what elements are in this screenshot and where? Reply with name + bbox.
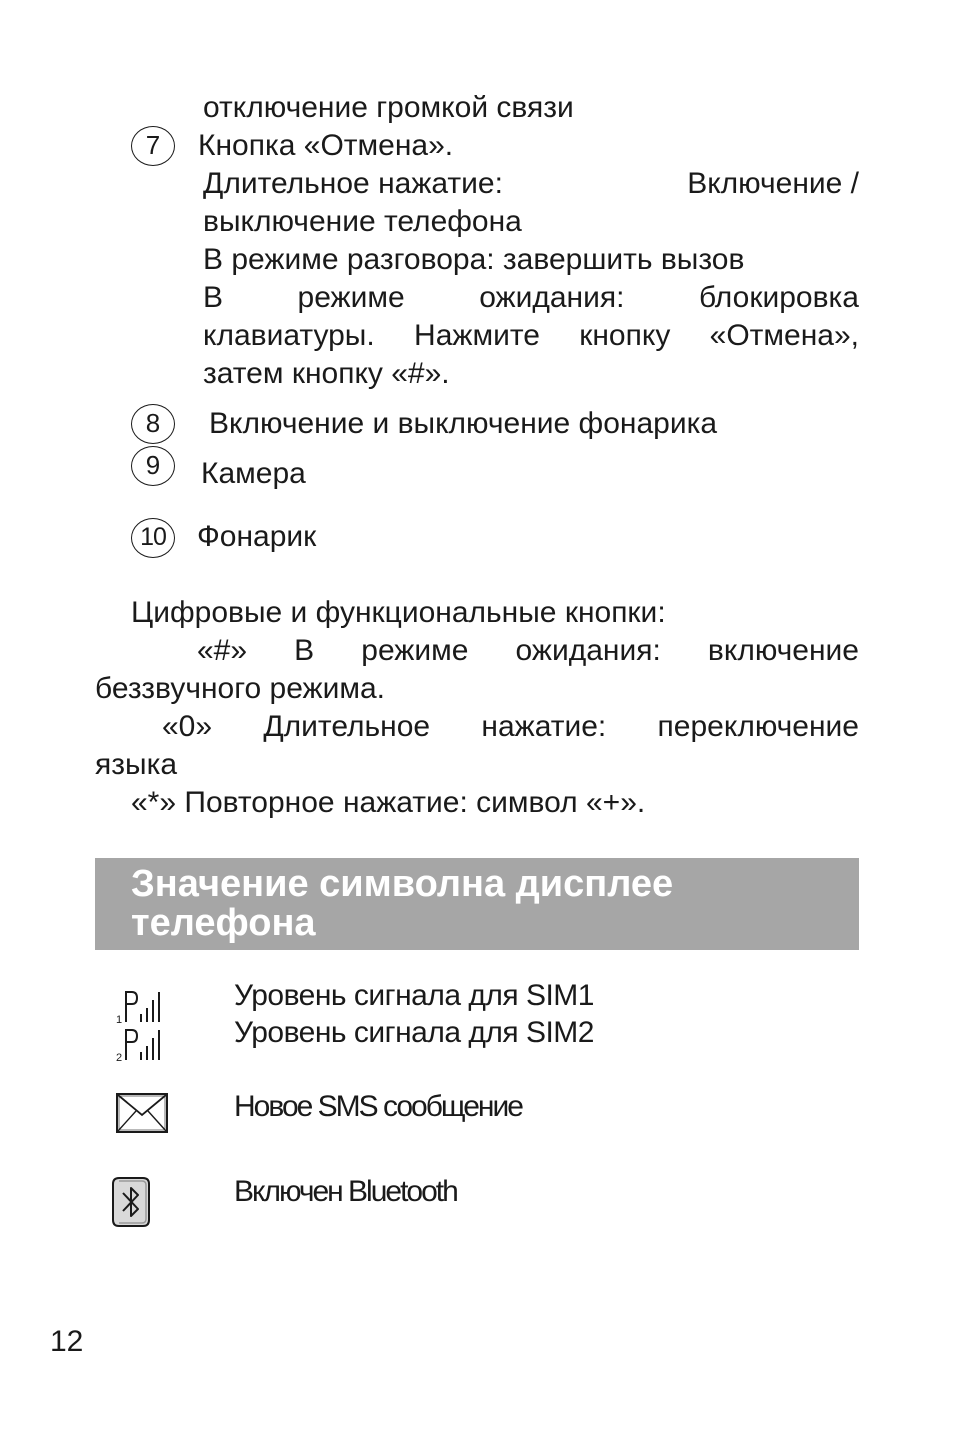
keys-hash-line1: «#» В режиме ожидания: включение xyxy=(197,634,859,667)
item10-text: Фонарик xyxy=(197,520,317,553)
bluetooth-label: Включен Bluetooth xyxy=(234,1175,457,1208)
bluetooth-icon-graphic xyxy=(111,1176,151,1228)
section-banner xyxy=(95,858,859,950)
bluetooth-icon xyxy=(111,1176,151,1228)
item7-standby-line3: затем кнопку «#». xyxy=(203,357,450,390)
envelope-icon-graphic xyxy=(115,1091,169,1135)
sim1-digit: 1 xyxy=(116,1014,123,1026)
page-number: 12 xyxy=(50,1325,84,1358)
item7-long-press-action: Включение / xyxy=(687,167,859,200)
keys-zero-line1: «0» Длительное нажатие: переключение xyxy=(162,710,859,743)
item-number-9: 9 xyxy=(131,446,175,486)
item9-text: Камера xyxy=(201,457,306,490)
item7-call-mode: В режиме разговора: завершить вызов xyxy=(203,243,745,276)
keys-star-line: «*» Повторное нажатие: символ «+». xyxy=(131,786,646,819)
keys-heading: Цифровые и функциональные кнопки: xyxy=(131,596,666,629)
item7-title: Кнопка «Отмена». xyxy=(198,129,454,162)
item7-long-press-cont: выключение телефона xyxy=(203,205,522,238)
section-title-line1: Значение символна дисплее xyxy=(131,863,674,905)
item7-long-press-label: Длительное нажатие: xyxy=(203,167,503,200)
keys-hash-line2: беззвучного режима. xyxy=(95,672,386,705)
section-title-line2: телефона xyxy=(131,902,316,944)
sim2-signal-label: Уровень сигнала для SIM2 xyxy=(234,1016,594,1049)
item-number-8: 8 xyxy=(131,404,175,444)
item-number-10: 10 xyxy=(131,518,175,558)
sim1-signal-label: Уровень сигнала для SIM1 xyxy=(234,979,594,1012)
item7-standby-line1: В режиме ожидания: блокировка xyxy=(203,281,859,314)
item-number-7: 7 xyxy=(131,126,175,166)
signal-strength-icon-graphic xyxy=(113,986,169,1066)
item7-standby-line2: клавиатуры. Нажмите кнопку «Отмена», xyxy=(203,319,859,352)
item8-text: Включение и выключение фонарика xyxy=(209,407,718,440)
sim2-digit: 2 xyxy=(116,1052,123,1064)
section-title xyxy=(131,865,673,943)
keys-zero-line2: языка xyxy=(95,748,178,781)
item7-long-press-line xyxy=(203,165,859,203)
signal-strength-icon xyxy=(113,986,169,1066)
item-continued-text: отключение громкой связи xyxy=(203,91,574,124)
envelope-icon xyxy=(115,1091,169,1135)
sms-label: Новое SMS сообщение xyxy=(234,1090,522,1123)
